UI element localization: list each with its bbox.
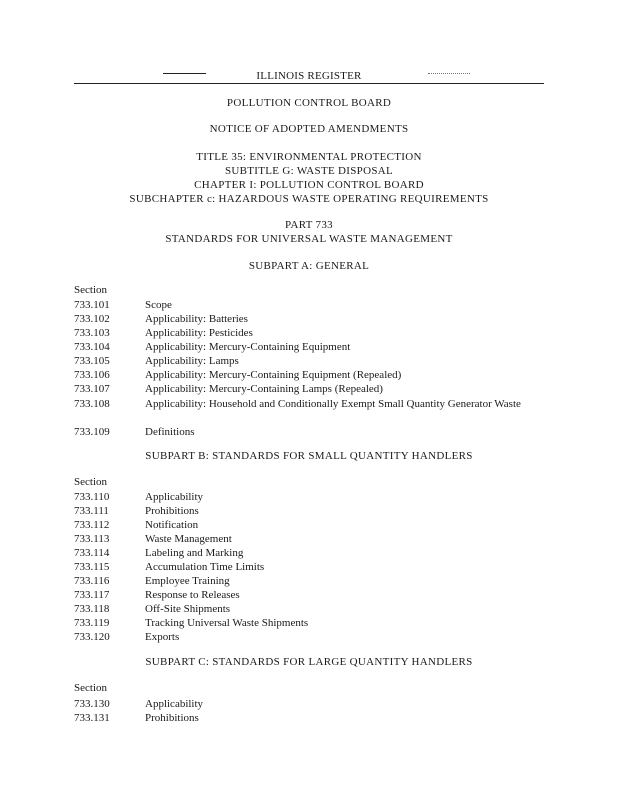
section-number: 733.107 xyxy=(74,383,110,395)
section-title: Off-Site Shipments xyxy=(145,603,231,615)
section-number: 733.101 xyxy=(74,299,110,311)
subpart-a-heading: SUBPART A: GENERAL xyxy=(248,260,370,272)
subtitle-line: SUBTITLE G: WASTE DISPOSAL xyxy=(224,165,394,177)
section-title: Applicability: Lamps xyxy=(145,355,239,367)
chapter-line: CHAPTER I: POLLUTION CONTROL BOARD xyxy=(194,179,424,191)
part-number: PART 733 xyxy=(285,219,333,231)
section-title: Scope xyxy=(145,299,172,311)
section-number: 733.109 xyxy=(74,426,110,438)
section-title: Applicability xyxy=(145,491,204,503)
section-title: Labeling and Marking xyxy=(145,547,244,559)
section-title: Waste Management xyxy=(145,533,232,545)
section-number: 733.111 xyxy=(74,505,109,517)
section-title: Applicability: Pesticides xyxy=(145,327,253,339)
section-number: 733.113 xyxy=(74,533,110,545)
section-title: Applicability: Household and Conditionally Exempt Small Quantity Generator Waste xyxy=(145,398,521,410)
section-number: 733.117 xyxy=(74,589,110,601)
subpart-c-heading: SUBPART C: STANDARDS FOR LARGE QUANTITY HANDLERS xyxy=(145,656,473,668)
section-number: 733.110 xyxy=(74,491,110,503)
section-title: Applicability: Mercury-Containing Equipment xyxy=(145,341,351,353)
section-number: 733.103 xyxy=(74,327,110,339)
section-title: Definitions xyxy=(145,426,195,438)
register-title: ILLINOIS REGISTER xyxy=(256,70,362,82)
section-title: Applicability xyxy=(145,698,204,710)
notice-title: NOTICE OF ADOPTED AMENDMENTS xyxy=(209,123,409,135)
section-title: Applicability: Mercury-Containing Equipment (Repealed) xyxy=(145,369,402,381)
section-title: Employee Training xyxy=(145,575,230,587)
section-number: 733.119 xyxy=(74,617,110,629)
section-number: 733.114 xyxy=(74,547,110,559)
section-title: Exports xyxy=(145,631,180,643)
section-title: Tracking Universal Waste Shipments xyxy=(145,617,309,629)
section-title: Response to Releases xyxy=(145,589,240,601)
part-title: STANDARDS FOR UNIVERSAL WASTE MANAGEMENT xyxy=(165,233,453,245)
section-title: Prohibitions xyxy=(145,505,199,517)
section-title: Applicability: Batteries xyxy=(145,313,248,325)
section-number: 733.108 xyxy=(74,398,110,410)
subchapter-line: SUBCHAPTER c: HAZARDOUS WASTE OPERATING REQUIREMENTS xyxy=(129,193,489,205)
section-number: 733.115 xyxy=(74,561,110,573)
section-number: 733.118 xyxy=(74,603,110,615)
section-title: Notification xyxy=(145,519,199,531)
title-line: TITLE 35: ENVIRONMENTAL PROTECTION xyxy=(196,151,422,163)
section-number: 733.120 xyxy=(74,631,110,643)
section-number: 733.106 xyxy=(74,369,110,381)
subpart-c-section-label: Section xyxy=(74,682,107,694)
section-number: 733.116 xyxy=(74,575,110,587)
subpart-b-heading: SUBPART B: STANDARDS FOR SMALL QUANTITY HANDLERS xyxy=(145,450,473,462)
section-number: 733.130 xyxy=(74,698,110,710)
section-number: 733.131 xyxy=(74,712,110,724)
section-title: Applicability: Mercury-Containing Lamps (Repealed) xyxy=(145,383,383,395)
section-title: Prohibitions xyxy=(145,712,199,724)
section-title: Accumulation Time Limits xyxy=(145,561,265,573)
subpart-b-section-label: Section xyxy=(74,476,107,488)
subpart-a-section-label: Section xyxy=(74,284,107,296)
section-number: 733.104 xyxy=(74,341,110,353)
section-number: 733.105 xyxy=(74,355,110,367)
board-name: POLLUTION CONTROL BOARD xyxy=(226,97,392,109)
section-number: 733.102 xyxy=(74,313,110,325)
section-number: 733.112 xyxy=(74,519,110,531)
header-rule xyxy=(74,83,544,84)
